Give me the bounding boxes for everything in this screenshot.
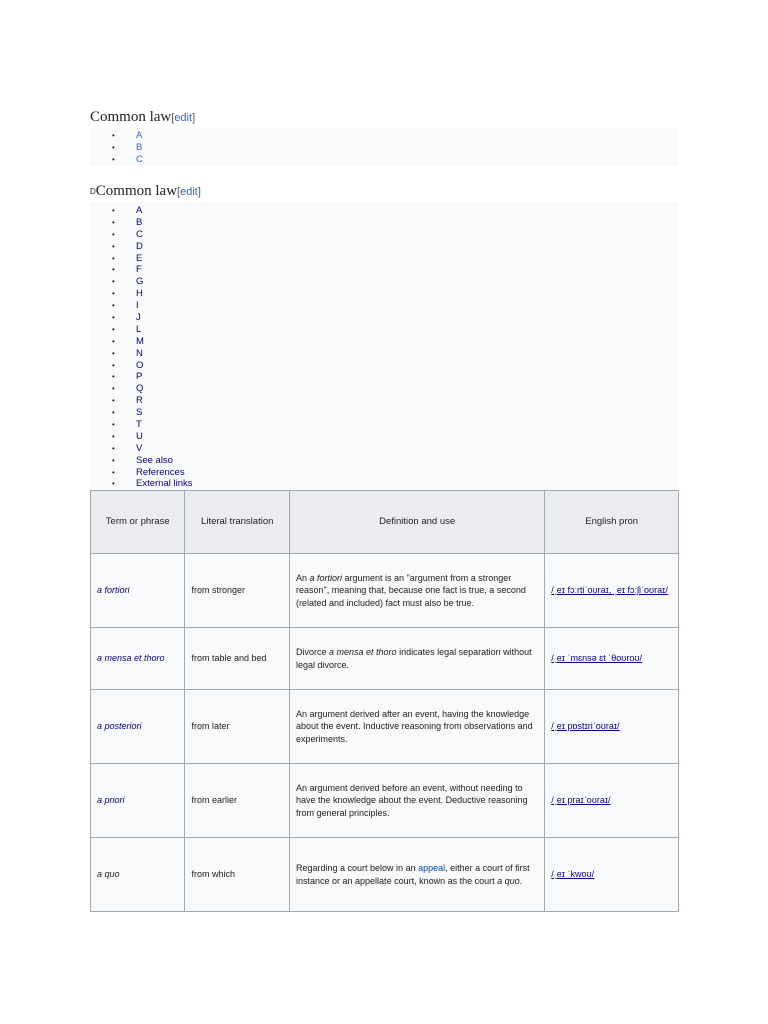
definition-cell — [290, 628, 545, 690]
toc-item — [90, 467, 193, 479]
definition-cell: An argument derived before an event, without needing to have the knowledge about the event. Deductive reasoning from general principles. — [290, 764, 545, 838]
toc-item — [90, 142, 143, 154]
edit-bracket-close: ] — [197, 186, 201, 198]
toc-link-o[interactable]: O — [136, 359, 144, 371]
pron-link[interactable]: /ˌeɪ ˈmɛnsə ɛt ˈθoʊroʊ/ — [551, 653, 643, 664]
edit-bracket-open: [ — [171, 112, 175, 124]
term-link[interactable]: a fortiori — [97, 585, 130, 596]
toc-link-c[interactable]: C — [136, 153, 143, 165]
toc-item — [90, 229, 193, 241]
table-row — [91, 628, 679, 690]
toc-item — [90, 455, 193, 467]
term-cell — [91, 554, 185, 628]
toc-link-see-also[interactable]: See also — [136, 454, 173, 466]
toc-item — [90, 130, 143, 142]
term-link[interactable]: a posteriori — [97, 721, 142, 732]
toc-link-b[interactable]: B — [136, 216, 143, 228]
toc-link-references[interactable]: References — [136, 466, 185, 478]
pron-cell — [545, 690, 679, 764]
edit-bracket-close: ] — [192, 112, 196, 124]
toc-link-n[interactable]: N — [136, 347, 143, 359]
pron-link[interactable]: /ˌeɪ pɒstɪriˈoʊraɪ/ — [551, 721, 620, 732]
definition-italic: a quo — [497, 875, 520, 886]
literal-cell: from later — [185, 690, 290, 764]
definition-text: indicates legal separation without legal divorce. — [296, 647, 532, 670]
heading-title: Common law — [90, 109, 172, 125]
pron-link[interactable]: /ˌeɪ praɪˈoʊraɪ/ — [551, 795, 611, 806]
toc-item — [90, 205, 193, 217]
toc-link-r[interactable]: R — [136, 395, 143, 407]
table-row — [91, 838, 679, 912]
toc-item — [90, 300, 193, 312]
toc-link-f[interactable]: F — [136, 264, 142, 276]
toc-item — [90, 264, 193, 276]
toc-item — [90, 241, 193, 253]
definition-cell — [290, 554, 545, 628]
toc-item — [90, 431, 193, 443]
edit-link[interactable]: edit — [180, 186, 198, 198]
pron-cell — [545, 838, 679, 912]
pron-link[interactable]: /ˌeɪ ˈkwoʊ/ — [551, 869, 595, 880]
toc-link-c[interactable]: C — [136, 228, 143, 240]
header-term: Term or phrase — [91, 491, 185, 554]
definition-text: Divorce — [296, 647, 330, 657]
term-cell — [91, 690, 185, 764]
toc-link-m[interactable]: M — [136, 335, 144, 347]
header-definition: Definition and use — [290, 491, 545, 554]
toc-item — [90, 407, 193, 419]
pron-link[interactable]: /ˌeɪ fɔːrtiˈoʊraɪ, ˌeɪ fɔːʃiˈoʊraɪ/ — [551, 585, 668, 596]
definition-italic: a fortiori — [309, 572, 343, 583]
toc-link-l[interactable]: L — [136, 323, 142, 335]
toc-link-i[interactable]: I — [136, 300, 139, 312]
edit-bracket-open: [ — [177, 186, 181, 198]
toc-link-a[interactable]: A — [136, 130, 143, 141]
definition-text: . — [519, 875, 523, 886]
term-cell — [91, 838, 185, 912]
toc-link-g[interactable]: G — [136, 276, 144, 288]
toc-item — [90, 276, 193, 288]
toc-item — [90, 348, 193, 360]
pron-cell — [545, 628, 679, 690]
toc-link-v[interactable]: V — [136, 442, 143, 454]
toc-item — [90, 478, 193, 490]
table-row — [91, 554, 679, 628]
definition-cell: An argument derived after an event, having the knowledge about the event. Inductive reasoning from observations and experiments. — [290, 690, 545, 764]
header-literal: Literal translation — [185, 491, 290, 554]
toc-link-t[interactable]: T — [136, 419, 142, 431]
table-row — [91, 690, 679, 764]
toc-item — [90, 443, 193, 455]
term-link[interactable]: a mensa et thoro — [97, 653, 165, 664]
definition-cell — [290, 838, 545, 912]
term-cell — [91, 764, 185, 838]
toc-link-s[interactable]: S — [136, 407, 143, 419]
table-row — [91, 764, 679, 838]
table-header-row — [91, 491, 679, 554]
definition-text: argument is an "argument from a stronger reason", meaning that, because one fact is true, a second (related and included) fact must also be true. — [296, 572, 526, 608]
toc-item — [90, 217, 193, 229]
definition-text: , either a court of first instance or an appellate court, known as the court — [296, 863, 530, 886]
edit-link[interactable]: edit — [174, 112, 193, 124]
appeal-link[interactable]: appeal — [418, 863, 446, 873]
literal-cell: from earlier — [185, 764, 290, 838]
definition-text: Regarding a court below in an — [296, 863, 419, 873]
literal-cell: from stronger — [185, 554, 290, 628]
toc-link-e[interactable]: E — [136, 252, 143, 264]
toc-link-d[interactable]: D — [136, 240, 143, 252]
term-link[interactable]: a priori — [97, 795, 125, 806]
toc-link-j[interactable]: J — [136, 312, 141, 324]
literal-cell: from which — [185, 838, 290, 912]
header-pronunciation: English pron — [545, 491, 679, 554]
toc-item — [90, 336, 193, 348]
definition-text: An — [296, 572, 310, 583]
toc-link-h[interactable]: H — [136, 288, 143, 300]
term-cell — [91, 628, 185, 690]
section-heading-common-law-2 — [90, 182, 678, 203]
section-heading-common-law — [90, 108, 678, 129]
toc-item — [90, 288, 193, 300]
toc-item — [90, 360, 193, 372]
toc-item — [90, 312, 193, 324]
pron-cell — [545, 764, 679, 838]
term-text: a quo — [97, 869, 120, 880]
heading-mark: D — [90, 187, 96, 196]
glossary-table — [90, 490, 679, 912]
toc-link-q[interactable]: Q — [136, 383, 144, 395]
literal-cell: from table and bed — [185, 628, 290, 690]
toc-item — [90, 253, 193, 265]
toc-item — [90, 419, 193, 431]
pron-cell — [545, 554, 679, 628]
definition-italic: a mensa et thoro — [329, 647, 397, 657]
toc-list-full — [90, 202, 678, 490]
toc-list-short — [90, 128, 678, 166]
heading-title: Common law — [95, 183, 178, 199]
toc-link-u[interactable]: U — [136, 430, 143, 442]
toc-item — [90, 324, 193, 336]
toc-item — [90, 383, 193, 395]
toc-item — [90, 154, 143, 166]
toc-link-b[interactable]: B — [136, 141, 143, 153]
toc-item — [90, 371, 193, 383]
toc-link-external-links[interactable]: External links — [136, 478, 193, 490]
toc-link-p[interactable]: P — [136, 371, 143, 383]
toc-link-a[interactable]: A — [136, 205, 143, 216]
toc-item — [90, 395, 193, 407]
